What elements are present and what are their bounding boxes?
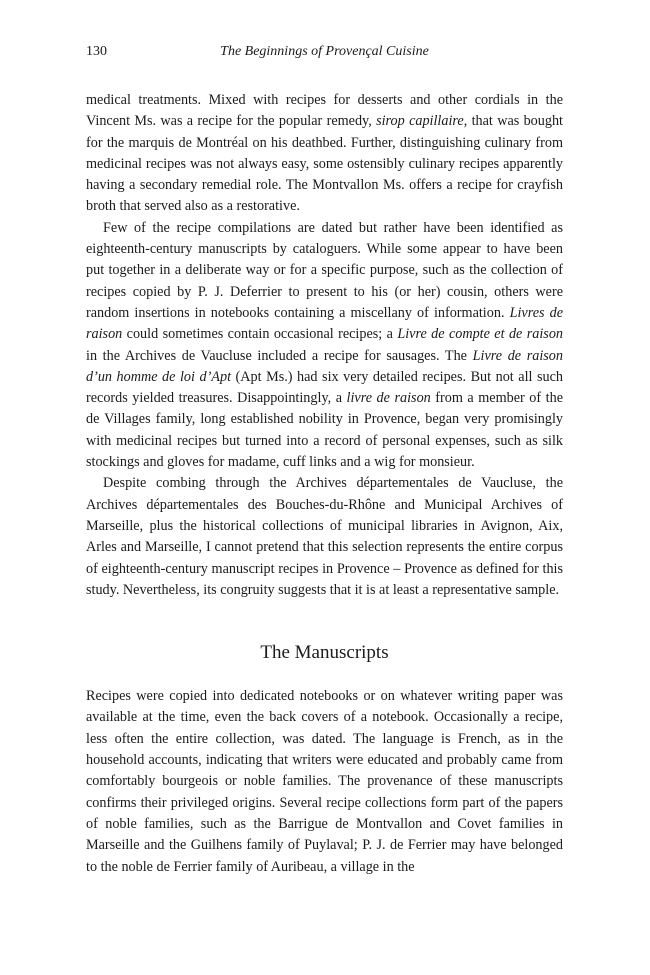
italic-text: Livre de raison d’un homme de loi d’Apt <box>86 347 563 385</box>
text-run: Despite combing through the Archives départementales de Vaucluse, the Archives départementales des Bouches-du-Rhône and Municipal Archives of Marseille, plus the historical collections of municipal libraries in Avignon, Aix, Arles and Marseille, I cannot pretend that this selection represents the entire corpus of eighteenth-century manuscript recipes in Provence – Provence as defined for this study. Nevertheless, its congruity suggests that it is at least a representative sample. <box>86 475 563 598</box>
paragraph <box>86 90 563 218</box>
paragraph <box>86 473 563 601</box>
italic-text: sirop capillaire <box>376 113 464 130</box>
paragraph <box>86 686 563 878</box>
body-text <box>86 90 563 601</box>
running-title: The Beginnings of Provençal Cuisine <box>220 44 429 59</box>
page-number: 130 <box>86 44 107 59</box>
text-run: could sometimes contain occasional recipes; a <box>122 326 398 343</box>
italic-text: Livre de compte et de raison <box>397 326 564 343</box>
text-run: , that was bought for the marquis de Montréal on his deathbed. Further, distinguishing culinary from medicinal recipes was not always easy, some ostensibly culinary recipes apparently having a secondary remedial role. The Montvallon Ms. offers a recipe for crayfish broth that served also as a restorative. <box>86 113 563 215</box>
text-run: Recipes were copied into dedicated notebooks or on whatever writing paper was available at the time, even the back covers of a notebook. Occasionally a recipe, less often the entire collection, was dated. The language is French, as in the household accounts, indicating that writers were educated and probably came from comfortably bourgeois or noble families. The provenance of these manuscripts confirms their privileged origins. Several recipe collections form part of the papers of noble families, such as the Barrigue de Montvallon and Covet families in Marseille and the Guilhens family of Puylaval; P. J. de Ferrier may have belonged to the noble de Ferrier family of Auribeau, a village in the <box>86 688 563 875</box>
book-page <box>86 44 563 878</box>
text-run: (Apt Ms.) had six very detailed recipes. But not all such records yielded treasures. Disappointingly, a <box>86 368 563 407</box>
italic-text: livre de raison <box>346 390 431 407</box>
text-run: medical treatments. Mixed with recipes for desserts and other cordials in the Vincent Ms. was a recipe for the popular remedy, <box>86 92 563 130</box>
text-run: Few of the recipe compilations are dated but rather have been identified as eighteenth-century manuscripts by cataloguers. While some appear to have been put together in a deliberate way or for a specific purpose, such as the collection of recipes copied by P. J. Deferrier to present to his (or her) cousin, others were random insertions in notebooks containing a miscellany of information. <box>86 219 563 321</box>
paragraph <box>86 218 563 474</box>
text-run: from a member of the de Villages family, long established nobility in Provence, began very promisingly with medicinal recipes but turned into a record of personal expenses, such as silk stockings and gloves for madame, cuff links and a wig for monsieur. <box>86 390 563 471</box>
running-header <box>86 44 563 66</box>
section-heading: The Manuscripts <box>260 642 389 664</box>
section-body <box>86 686 563 878</box>
italic-text: Livres de raison <box>86 304 563 343</box>
text-run: in the Archives de Vaucluse included a recipe for sausages. The <box>86 347 473 364</box>
